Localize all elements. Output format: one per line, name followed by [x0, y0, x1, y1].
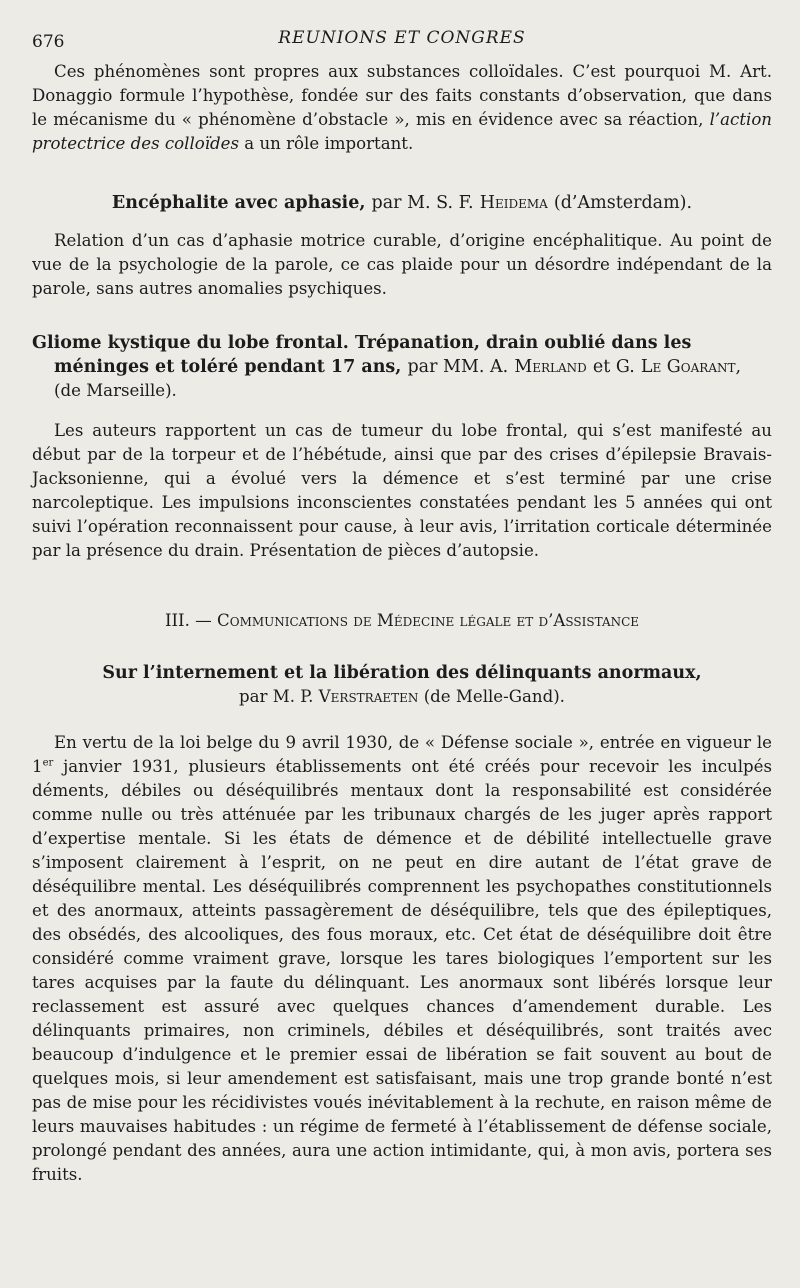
- section-title: Communications de Médecine légale et d’Assistance: [217, 611, 640, 630]
- page-number: 676: [32, 32, 65, 52]
- communication-1-title-text: Encéphalite avec aphasie,: [111, 193, 366, 213]
- communication-2-location: (de Marseille).: [54, 381, 177, 400]
- communication-2-author-1: Merland: [514, 357, 587, 377]
- communication-2-body: Les auteurs rapportent un cas de tumeur du lobe frontal, qui s’est manifesté au début par de la torpeur et de l’hébétude, ainsi que par des crises d’épilepsie Bravais-Jacksonienne, qui a évolué vers la démence et s’est terminé par une crise narcoleptique. Les impulsions inconscientes constatées pendant les 5 années qui ont suivi l’opération reconnaissent pour cause, à leur avis, l’irritation corticale déterminée par la présence du drain. Présentation de pièces d’autopsie.: [32, 421, 772, 560]
- communication-3-author: Verstraeten: [318, 687, 419, 706]
- running-title: REUNIONS ET CONGRES: [278, 28, 526, 48]
- communication-2-title-text: Gliome kystique du lobe frontal. Trépanation, drain oublié dans les méninges et toléré pendant 17 ans,: [32, 333, 692, 377]
- communication-1-title: [32, 191, 772, 215]
- communication-3-by: par M. P.: [239, 687, 314, 706]
- communication-3-location: (de Melle-Gand).: [423, 687, 565, 706]
- communication-1-body: Relation d’un cas d’aphasie motrice curable, d’origine encéphalitique. Au point de vue de la psychologie de la parole, ce cas plaide pour un désordre indépendant de la parole, sans autres anomalies psychiques.: [32, 231, 772, 298]
- ordinal-superscript: er: [42, 757, 54, 769]
- communication-2-title: [32, 331, 772, 379]
- communication-3-byline: [32, 685, 772, 709]
- closing-text-start: Ces phénomènes sont propres aux substances colloïdales. C’est pourquoi M. Art. Donaggio formule l’hypothèse, fondée sur des faits constants d’observation, que dans le mécanisme du « phénomène d’obstacle », mis en évidence avec sa réaction,: [32, 62, 772, 129]
- communication-3-body-rest: janvier 1931, plusieurs établissements ont été créés pour recevoir les inculpés déments, débiles ou déséquilibrés mentaux dont la responsabilité est considérée comme nulle ou très atténuée par les tribunaux chargés de les juger après rapport d’expertise mentale. Si les états de démence et de débilité intellectuelle grave s’imposent clairement à l’esprit, on ne peut en dire autant de l’état grave de déséquilibre mental. Les déséquilibrés comprennent les psychopathes constitutionnels et des anormaux, atteints passagèrement de déséquilibre, tels que des épileptiques, des obsédés, des alcooliques, des fous moraux, etc. Cet état de déséquilibre doit être considéré comme vraiment grave, lorsque les tares biologiques l’emportent sur les tares acquises par la faute du délinquant. Les anormaux sont libérés lorsque leur reclassement est assuré avec quelques chances d’amendement durable. Les délinquants primaires, non criminels, débiles et déséquilibrés, sont traités avec beaucoup d’indulgence et le premier essai de libération se fait souvent au bout de quelques mois, si leur amendement est satisfaisant, mais une trop grande bonté n’est pas de mise pour les récidivistes voués inévitablement à la rechute, en raison même de leurs mauvaises habitudes : un régime de fermeté à l’établissement de défense sociale, prolongé pendant des années, aura une action intimidante, qui, à mon avis, portera ses fruits.: [32, 757, 772, 1184]
- section-numeral: III. —: [164, 611, 212, 630]
- communication-3-body-start: En vertu de la loi belge du 9 avril 1930, de « Défense sociale », entrée en vigueur le 1: [32, 733, 772, 776]
- page-header: [32, 18, 772, 60]
- communication-3-title: Sur l’internement et la libération des délinquants anormaux,: [102, 663, 702, 683]
- communication-2-author-2: Le Goarant,: [640, 357, 742, 377]
- closing-italic-text: l’action protectrice des colloïdes: [32, 110, 772, 153]
- communication-1-by: par M. S. F.: [371, 193, 474, 213]
- communication-1-location: (d’Amsterdam).: [553, 193, 693, 213]
- closing-paragraph: [32, 60, 772, 156]
- communication-2-by: par MM. A.: [407, 357, 509, 377]
- communication-3-body: [32, 731, 772, 1187]
- section-heading: [32, 609, 772, 633]
- communication-1-author: Heidema: [479, 193, 548, 213]
- communication-2-and: et G.: [592, 357, 635, 377]
- closing-text-end: a un rôle important.: [244, 134, 414, 153]
